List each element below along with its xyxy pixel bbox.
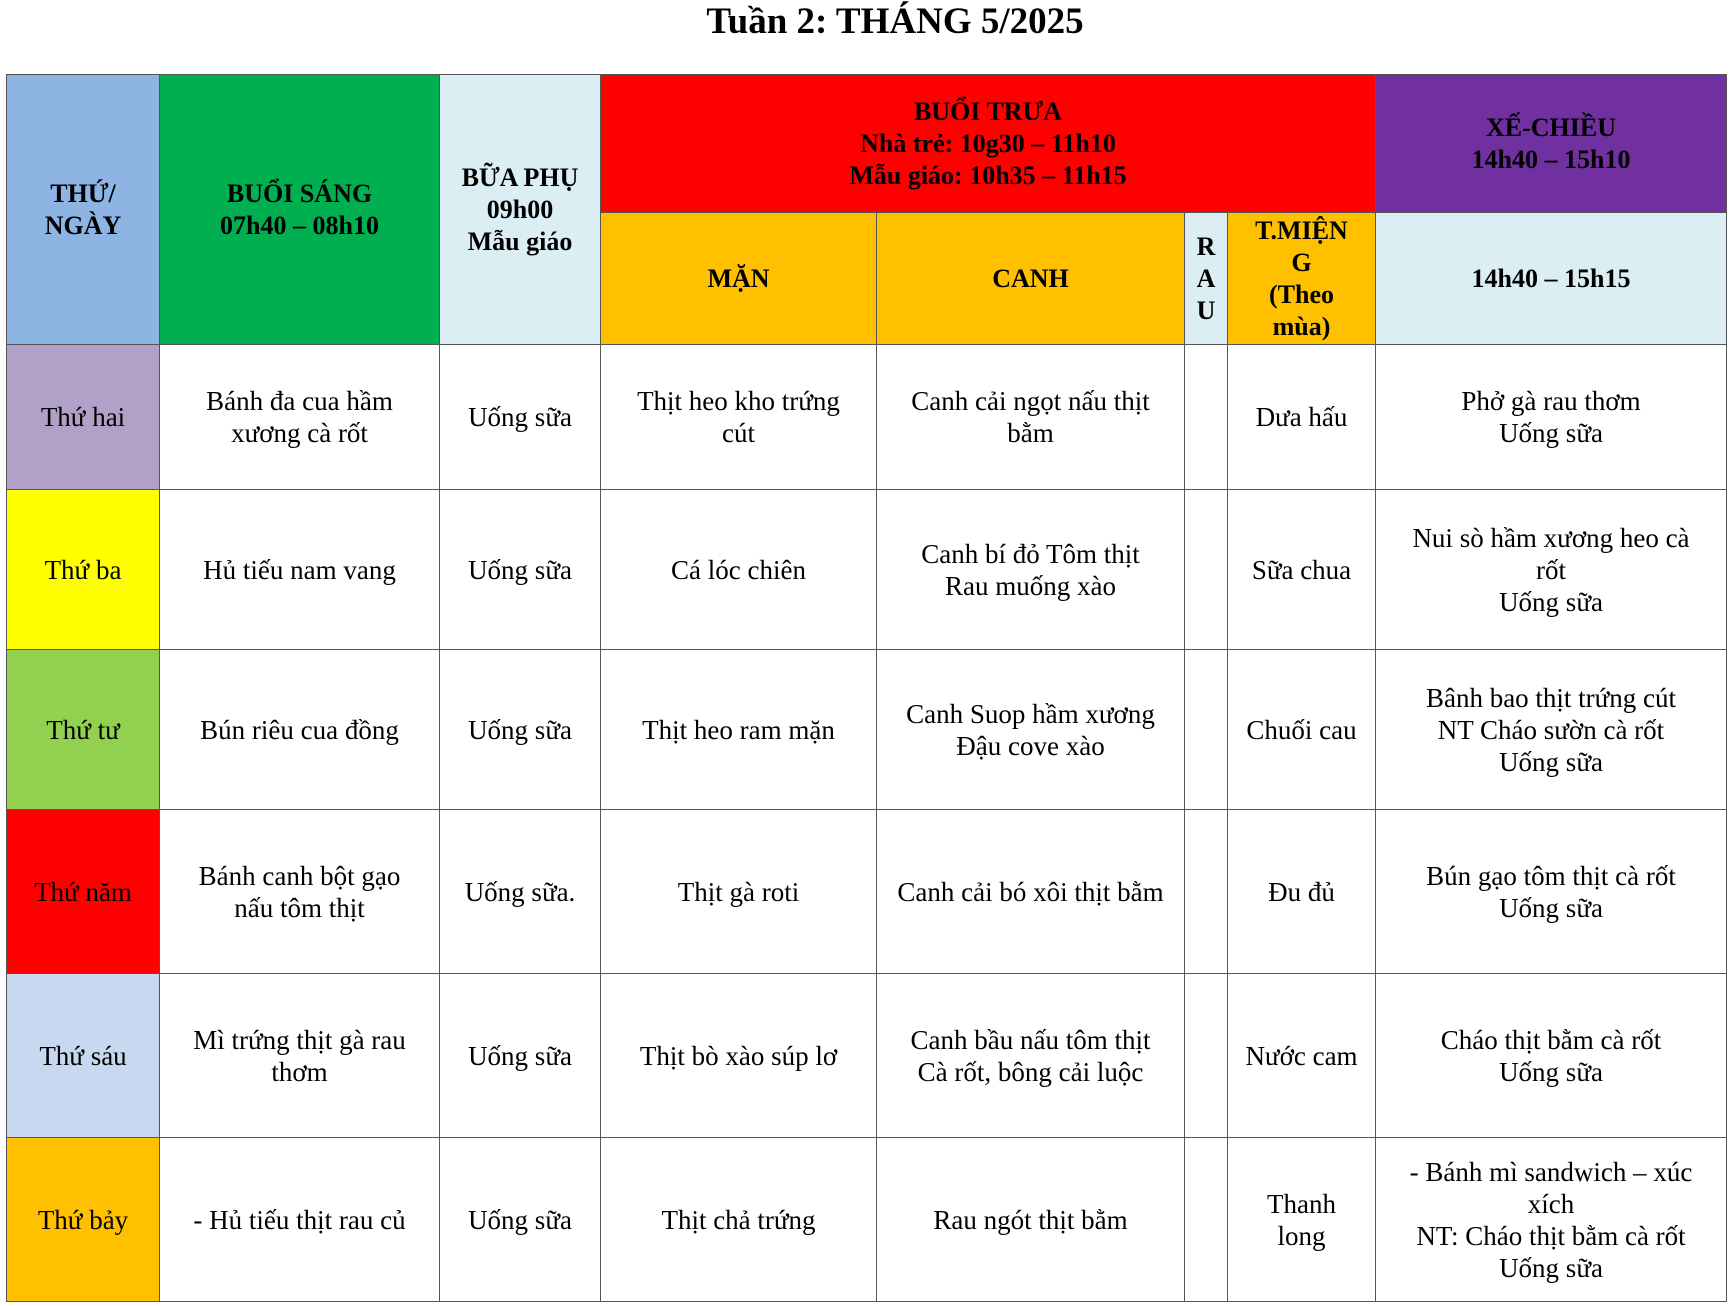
canh-cell: Canh cải ngọt nấu thịt bằm [877, 345, 1185, 490]
rau-cell [1185, 345, 1228, 490]
table-row [7, 1138, 1727, 1302]
snack-cell: Uống sữa. [440, 810, 601, 974]
man-cell: Thịt heo ram mặn [601, 650, 877, 810]
snack-cell: Uống sữa [440, 650, 601, 810]
afternoon-cell: Bún gạo tôm thịt cà rốt Uống sữa [1376, 810, 1727, 974]
header-snack: BỮA PHỤ 09h00 Mẫu giáo [440, 75, 601, 345]
dessert-cell: Đu đủ [1228, 810, 1376, 974]
snack-cell: Uống sữa [440, 974, 601, 1138]
rau-cell [1185, 650, 1228, 810]
header-afternoon: XẾ-CHIỀU 14h40 – 15h10 [1376, 75, 1727, 213]
menu-table [6, 74, 1727, 1302]
day-cell: Thứ ba [7, 490, 160, 650]
table-row [7, 974, 1727, 1138]
rau-cell [1185, 974, 1228, 1138]
table-row [7, 810, 1727, 974]
day-cell: Thứ hai [7, 345, 160, 490]
rau-cell [1185, 1138, 1228, 1302]
header-man: MẶN [601, 213, 877, 345]
dessert-cell: Chuối cau [1228, 650, 1376, 810]
snack-cell: Uống sữa [440, 1138, 601, 1302]
dessert-cell: Dưa hấu [1228, 345, 1376, 490]
page-title: Tuần 2: THÁNG 5/2025 [706, 1, 1084, 42]
day-cell: Thứ bảy [7, 1138, 160, 1302]
morning-cell: Hủ tiếu nam vang [160, 490, 440, 650]
man-cell: Thịt gà roti [601, 810, 877, 974]
header-trang-mieng: T.MIỆN G (Theo mùa) [1228, 213, 1376, 345]
table-row [7, 490, 1727, 650]
man-cell: Cá lóc chiên [601, 490, 877, 650]
afternoon-cell: Phở gà rau thơm Uống sữa [1376, 345, 1727, 490]
morning-cell: Bánh đa cua hầm xương cà rốt [160, 345, 440, 490]
header-noon: BUỔI TRƯA Nhà trẻ: 10g30 – 11h10 Mẫu giáo: 10h35 – 11h15 [601, 75, 1376, 213]
rau-cell [1185, 810, 1228, 974]
canh-cell: Canh bí đỏ Tôm thịt Rau muống xào [877, 490, 1185, 650]
morning-cell: - Hủ tiếu thịt rau củ [160, 1138, 440, 1302]
afternoon-cell: Bânh bao thịt trứng cút NT Cháo sườn cà rốt Uống sữa [1376, 650, 1727, 810]
header-rau: R A U [1185, 213, 1228, 345]
afternoon-cell: Nui sò hầm xương heo cà rốt Uống sữa [1376, 490, 1727, 650]
header-afternoon-time: 14h40 – 15h15 [1376, 213, 1727, 345]
morning-cell: Mì trứng thịt gà rau thơm [160, 974, 440, 1138]
table-row [7, 345, 1727, 490]
header-day: THỨ/ NGÀY [7, 75, 160, 345]
afternoon-cell: Cháo thịt bằm cà rốt Uống sữa [1376, 974, 1727, 1138]
table-row [7, 650, 1727, 810]
snack-cell: Uống sữa [440, 490, 601, 650]
canh-cell: Canh cải bó xôi thịt bằm [877, 810, 1185, 974]
dessert-cell: Sữa chua [1228, 490, 1376, 650]
header-morning: BUỔI SÁNG 07h40 – 08h10 [160, 75, 440, 345]
rau-cell [1185, 490, 1228, 650]
day-cell: Thứ năm [7, 810, 160, 974]
afternoon-cell: - Bánh mì sandwich – xúc xích NT: Cháo thịt bằm cà rốt Uống sữa [1376, 1138, 1727, 1302]
morning-cell: Bún riêu cua đồng [160, 650, 440, 810]
day-cell: Thứ tư [7, 650, 160, 810]
morning-cell: Bánh canh bột gạo nấu tôm thịt [160, 810, 440, 974]
man-cell: Thịt chả trứng [601, 1138, 877, 1302]
dessert-cell: Thanh long [1228, 1138, 1376, 1302]
day-cell: Thứ sáu [7, 974, 160, 1138]
man-cell: Thịt heo kho trứng cút [601, 345, 877, 490]
man-cell: Thịt bò xào súp lơ [601, 974, 877, 1138]
canh-cell: Canh Suop hầm xương Đậu cove xào [877, 650, 1185, 810]
canh-cell: Rau ngót thịt bằm [877, 1138, 1185, 1302]
canh-cell: Canh bầu nấu tôm thịt Cà rốt, bông cải luộc [877, 974, 1185, 1138]
dessert-cell: Nước cam [1228, 974, 1376, 1138]
snack-cell: Uống sữa [440, 345, 601, 490]
header-canh: CANH [877, 213, 1185, 345]
